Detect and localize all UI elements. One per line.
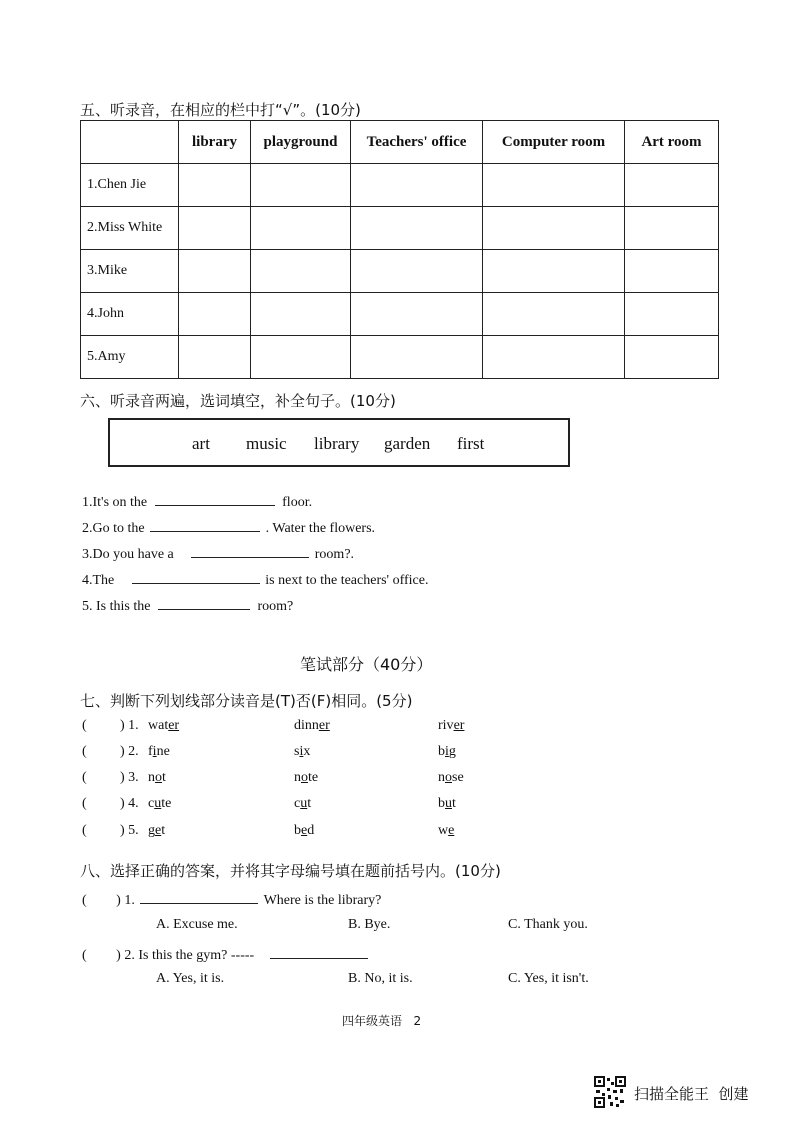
check-cell[interactable]: [251, 293, 351, 336]
check-cell[interactable]: [351, 207, 483, 250]
option-c[interactable]: C. Yes, it isn't.: [508, 971, 589, 986]
check-cell[interactable]: [351, 164, 483, 207]
table-row: [81, 164, 719, 207]
listening-table: [80, 120, 719, 379]
fill-sentence: 2.Go to the . Water the flowers.: [82, 517, 375, 537]
check-cell[interactable]: [179, 293, 251, 336]
column-header: Art room: [625, 121, 719, 164]
answer-blank[interactable]: [150, 517, 260, 532]
qr-code-icon: [594, 1076, 626, 1108]
table-row: [81, 207, 719, 250]
question-1: ( ) 1. Where is the library?: [82, 889, 381, 909]
section8-heading: 八、选择正确的答案，并将其字母编号填在题前括号内。(10分): [80, 862, 501, 880]
table-row: [81, 250, 719, 293]
question-2: ( ) 2. Is this the gym? -----: [82, 944, 368, 964]
written-section-title: 笔试部分（40分）: [300, 655, 433, 674]
word-bank-item: library: [314, 434, 360, 453]
option-a[interactable]: A. Excuse me.: [156, 917, 238, 932]
check-cell[interactable]: [625, 250, 719, 293]
check-cell[interactable]: [179, 336, 251, 379]
column-header: Teachers' office: [351, 121, 483, 164]
check-cell[interactable]: [179, 164, 251, 207]
word-bank-item: art: [192, 434, 210, 453]
answer-blank[interactable]: [140, 889, 258, 904]
check-cell[interactable]: [625, 207, 719, 250]
word-bank-box: [108, 418, 570, 467]
section7-heading: 七、判断下列划线部分读音是(T)否(F)相同。(5分): [80, 692, 413, 710]
answer-blank[interactable]: [270, 944, 368, 959]
table-row: [81, 293, 719, 336]
row-name: 5.Amy: [81, 336, 179, 379]
check-cell[interactable]: [483, 336, 625, 379]
scanner-watermark-text: 扫描全能王 创建: [634, 1085, 749, 1103]
option-b[interactable]: B. No, it is.: [348, 971, 413, 986]
answer-blank[interactable]: [158, 595, 250, 610]
row-name: 2.Miss White: [81, 207, 179, 250]
check-cell[interactable]: [251, 250, 351, 293]
word-bank-item: music: [246, 434, 287, 453]
section5-heading: 五、听录音，在相应的栏中打“√”。(10分): [80, 101, 361, 119]
check-cell[interactable]: [251, 336, 351, 379]
check-cell[interactable]: [483, 250, 625, 293]
check-cell[interactable]: [251, 164, 351, 207]
table-corner: [81, 121, 179, 164]
section6-heading: 六、听录音两遍，选词填空，补全句子。(10分): [80, 392, 396, 410]
check-cell[interactable]: [625, 164, 719, 207]
option-b[interactable]: B. Bye.: [348, 917, 391, 932]
answer-blank[interactable]: [132, 569, 260, 584]
word-bank-item: first: [457, 434, 485, 453]
row-name: 4.John: [81, 293, 179, 336]
answer-blank[interactable]: [155, 491, 275, 506]
page-footer: 四年级英语 2: [342, 1014, 422, 1028]
option-a[interactable]: A. Yes, it is.: [156, 971, 225, 986]
check-cell[interactable]: [179, 207, 251, 250]
fill-sentence: 3.Do you have a room?.: [82, 543, 354, 563]
check-cell[interactable]: [625, 293, 719, 336]
table-header-row: [81, 121, 719, 164]
column-header: playground: [251, 121, 351, 164]
check-cell[interactable]: [351, 250, 483, 293]
row-name: 3.Mike: [81, 250, 179, 293]
column-header: library: [179, 121, 251, 164]
option-c[interactable]: C. Thank you.: [508, 917, 588, 932]
check-cell[interactable]: [483, 207, 625, 250]
check-cell[interactable]: [251, 207, 351, 250]
check-cell[interactable]: [483, 293, 625, 336]
check-cell[interactable]: [483, 164, 625, 207]
check-cell[interactable]: [179, 250, 251, 293]
fill-sentence: 4.The is next to the teachers' office.: [82, 569, 428, 589]
table-row: [81, 336, 719, 379]
check-cell[interactable]: [351, 293, 483, 336]
check-cell[interactable]: [351, 336, 483, 379]
fill-sentence: 1.It's on the floor.: [82, 491, 312, 511]
row-name: 1.Chen Jie: [81, 164, 179, 207]
fill-sentence: 5. Is this the room?: [82, 595, 293, 615]
answer-blank[interactable]: [191, 543, 309, 558]
column-header: Computer room: [483, 121, 625, 164]
word-bank-item: garden: [384, 434, 431, 453]
check-cell[interactable]: [625, 336, 719, 379]
